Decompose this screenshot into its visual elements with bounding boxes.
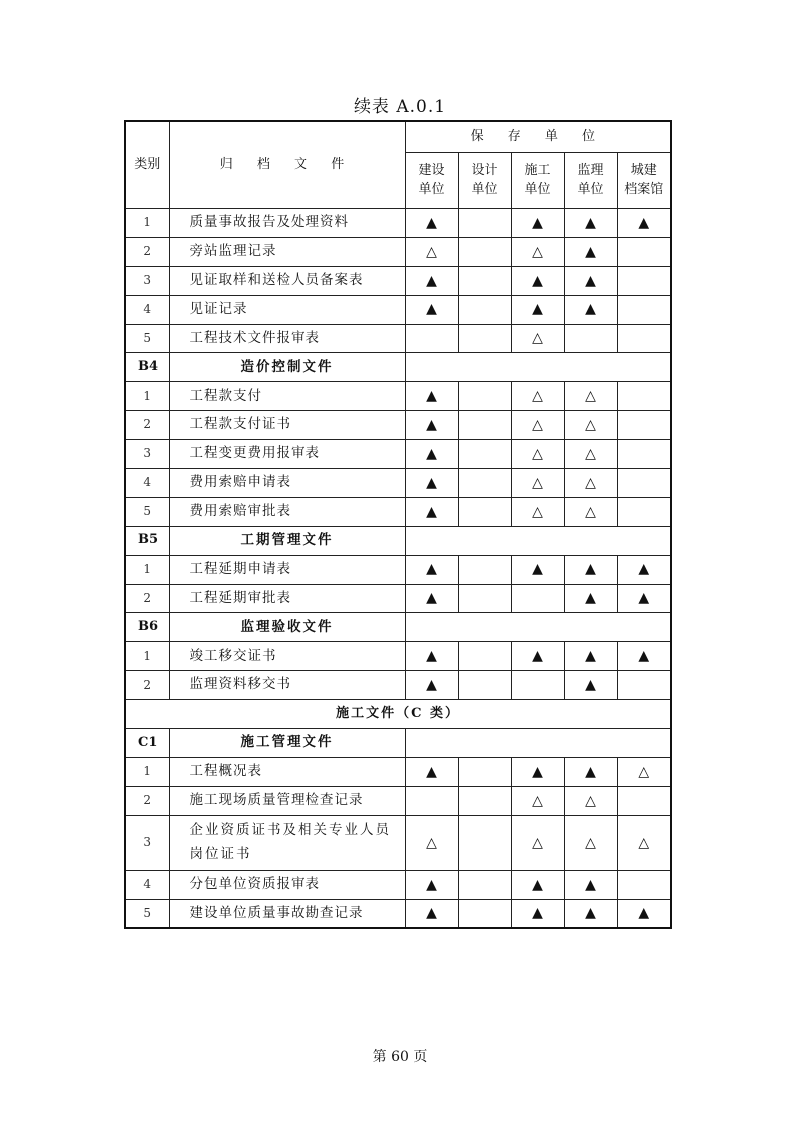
file-name: 企业资质证书及相关专业人员岗位证书 [169, 815, 405, 870]
empty-cell [458, 295, 511, 324]
empty-cell [458, 411, 511, 440]
row-number: 1 [125, 555, 169, 584]
solid-triangle-icon: ▲ [405, 555, 458, 584]
row-number: 2 [125, 584, 169, 613]
table-row [125, 440, 671, 469]
row-number: 1 [125, 209, 169, 238]
empty-cell [458, 757, 511, 786]
section-code: B5 [125, 526, 169, 555]
row-number: 2 [125, 237, 169, 266]
section-blank [405, 526, 671, 555]
row-number: 1 [125, 757, 169, 786]
row-number: 4 [125, 295, 169, 324]
empty-cell [458, 870, 511, 899]
row-number: 5 [125, 497, 169, 526]
section-name: 施工管理文件 [169, 729, 405, 758]
table-row [125, 786, 671, 815]
empty-cell [405, 324, 458, 353]
empty-cell [458, 324, 511, 353]
hollow-triangle-icon: △ [405, 237, 458, 266]
hollow-triangle-icon: △ [564, 411, 617, 440]
file-name: 工程概况表 [169, 757, 405, 786]
solid-triangle-icon: ▲ [564, 642, 617, 671]
table-row [125, 295, 671, 324]
table-row [125, 497, 671, 526]
hollow-triangle-icon: △ [511, 497, 564, 526]
section-name: 工期管理文件 [169, 526, 405, 555]
section-code: B4 [125, 353, 169, 382]
file-name: 工程款支付 [169, 382, 405, 411]
solid-triangle-icon: ▲ [564, 295, 617, 324]
empty-cell [511, 671, 564, 700]
hollow-triangle-icon: △ [511, 440, 564, 469]
file-name: 见证记录 [169, 295, 405, 324]
empty-cell [458, 555, 511, 584]
file-name: 工程款支付证书 [169, 411, 405, 440]
empty-cell [617, 266, 671, 295]
empty-cell [617, 382, 671, 411]
hollow-triangle-icon: △ [511, 815, 564, 870]
solid-triangle-icon: ▲ [617, 584, 671, 613]
file-name: 建设单位质量事故勘查记录 [169, 899, 405, 928]
hollow-triangle-icon: △ [564, 497, 617, 526]
empty-cell [617, 324, 671, 353]
hollow-triangle-icon: △ [564, 815, 617, 870]
solid-triangle-icon: ▲ [564, 555, 617, 584]
empty-cell [458, 899, 511, 928]
empty-cell [458, 671, 511, 700]
empty-cell [617, 440, 671, 469]
row-number: 2 [125, 671, 169, 700]
hollow-triangle-icon: △ [511, 237, 564, 266]
banner-title: 施工文件（C 类） [125, 700, 671, 729]
header-storage: 保 存 单 位 [405, 121, 671, 153]
empty-cell [458, 237, 511, 266]
hollow-triangle-icon: △ [564, 382, 617, 411]
table-row [125, 555, 671, 584]
solid-triangle-icon: ▲ [405, 440, 458, 469]
row-number: 1 [125, 382, 169, 411]
empty-cell [617, 295, 671, 324]
row-number: 1 [125, 642, 169, 671]
table-row [125, 642, 671, 671]
file-name: 工程技术文件报审表 [169, 324, 405, 353]
hollow-triangle-icon: △ [511, 411, 564, 440]
empty-cell [617, 497, 671, 526]
header-category: 类别 [125, 121, 169, 209]
hollow-triangle-icon: △ [617, 815, 671, 870]
empty-cell [458, 440, 511, 469]
empty-cell [617, 671, 671, 700]
hollow-triangle-icon: △ [617, 757, 671, 786]
solid-triangle-icon: ▲ [405, 899, 458, 928]
table-row [125, 266, 671, 295]
solid-triangle-icon: ▲ [564, 757, 617, 786]
solid-triangle-icon: ▲ [405, 497, 458, 526]
hollow-triangle-icon: △ [405, 815, 458, 870]
hollow-triangle-icon: △ [564, 440, 617, 469]
section-row [125, 613, 671, 642]
section-blank [405, 613, 671, 642]
file-name: 质量事故报告及处理资料 [169, 209, 405, 238]
empty-cell [458, 209, 511, 238]
row-number: 5 [125, 324, 169, 353]
file-name: 竣工移交证书 [169, 642, 405, 671]
banner-row [125, 700, 671, 729]
empty-cell [458, 815, 511, 870]
solid-triangle-icon: ▲ [405, 295, 458, 324]
empty-cell [617, 237, 671, 266]
table-row [125, 237, 671, 266]
table-row [125, 671, 671, 700]
file-name: 工程延期申请表 [169, 555, 405, 584]
header-unit-construction: 建设 单位 [405, 153, 458, 209]
table-row [125, 469, 671, 498]
file-name: 旁站监理记录 [169, 237, 405, 266]
file-name: 工程延期审批表 [169, 584, 405, 613]
solid-triangle-icon: ▲ [564, 209, 617, 238]
empty-cell [511, 584, 564, 613]
solid-triangle-icon: ▲ [405, 382, 458, 411]
solid-triangle-icon: ▲ [511, 870, 564, 899]
table-row [125, 899, 671, 928]
solid-triangle-icon: ▲ [405, 671, 458, 700]
solid-triangle-icon: ▲ [511, 295, 564, 324]
solid-triangle-icon: ▲ [617, 642, 671, 671]
row-number: 3 [125, 440, 169, 469]
empty-cell [564, 324, 617, 353]
section-blank [405, 353, 671, 382]
section-code: C1 [125, 729, 169, 758]
solid-triangle-icon: ▲ [405, 469, 458, 498]
row-number: 3 [125, 266, 169, 295]
file-name: 费用索赔申请表 [169, 469, 405, 498]
empty-cell [458, 266, 511, 295]
row-number: 2 [125, 411, 169, 440]
solid-triangle-icon: ▲ [564, 899, 617, 928]
section-name: 造价控制文件 [169, 353, 405, 382]
empty-cell [405, 786, 458, 815]
header-unit-design: 设计 单位 [458, 153, 511, 209]
solid-triangle-icon: ▲ [511, 642, 564, 671]
solid-triangle-icon: ▲ [405, 870, 458, 899]
empty-cell [458, 642, 511, 671]
table-row [125, 584, 671, 613]
archive-table [124, 120, 672, 929]
solid-triangle-icon: ▲ [617, 555, 671, 584]
table-row [125, 815, 671, 870]
solid-triangle-icon: ▲ [564, 671, 617, 700]
solid-triangle-icon: ▲ [511, 757, 564, 786]
table-row [125, 870, 671, 899]
file-name: 施工现场质量管理检查记录 [169, 786, 405, 815]
empty-cell [458, 469, 511, 498]
solid-triangle-icon: ▲ [405, 209, 458, 238]
file-name: 见证取样和送检人员备案表 [169, 266, 405, 295]
empty-cell [617, 786, 671, 815]
file-name: 费用索赔审批表 [169, 497, 405, 526]
file-name: 监理资料移交书 [169, 671, 405, 700]
section-name: 监理验收文件 [169, 613, 405, 642]
section-row [125, 729, 671, 758]
hollow-triangle-icon: △ [511, 786, 564, 815]
header-file: 归 档 文 件 [169, 121, 405, 209]
table-row [125, 209, 671, 238]
row-number: 2 [125, 786, 169, 815]
solid-triangle-icon: ▲ [405, 757, 458, 786]
hollow-triangle-icon: △ [511, 324, 564, 353]
table-row [125, 757, 671, 786]
row-number: 4 [125, 469, 169, 498]
solid-triangle-icon: ▲ [405, 584, 458, 613]
empty-cell [617, 870, 671, 899]
header-unit-archive: 城建 档案馆 [617, 153, 671, 209]
table-row [125, 411, 671, 440]
section-blank [405, 729, 671, 758]
solid-triangle-icon: ▲ [405, 266, 458, 295]
page-number: 第 60 页 [372, 1049, 428, 1065]
section-row [125, 526, 671, 555]
hollow-triangle-icon: △ [564, 786, 617, 815]
empty-cell [458, 497, 511, 526]
solid-triangle-icon: ▲ [405, 411, 458, 440]
empty-cell [458, 584, 511, 613]
solid-triangle-icon: ▲ [511, 266, 564, 295]
header-unit-supervision: 监理 单位 [564, 153, 617, 209]
solid-triangle-icon: ▲ [564, 870, 617, 899]
empty-cell [458, 382, 511, 411]
solid-triangle-icon: ▲ [511, 555, 564, 584]
table-row [125, 382, 671, 411]
hollow-triangle-icon: △ [511, 382, 564, 411]
empty-cell [617, 411, 671, 440]
solid-triangle-icon: ▲ [511, 899, 564, 928]
row-number: 3 [125, 815, 169, 870]
table-title: 续表 A.0.1 [353, 97, 447, 117]
solid-triangle-icon: ▲ [564, 237, 617, 266]
solid-triangle-icon: ▲ [511, 209, 564, 238]
hollow-triangle-icon: △ [564, 469, 617, 498]
empty-cell [617, 469, 671, 498]
solid-triangle-icon: ▲ [617, 209, 671, 238]
header-unit-builder: 施工 单位 [511, 153, 564, 209]
hollow-triangle-icon: △ [511, 469, 564, 498]
section-row [125, 353, 671, 382]
section-code: B6 [125, 613, 169, 642]
row-number: 5 [125, 899, 169, 928]
solid-triangle-icon: ▲ [617, 899, 671, 928]
file-name: 工程变更费用报审表 [169, 440, 405, 469]
file-name: 分包单位资质报审表 [169, 870, 405, 899]
solid-triangle-icon: ▲ [564, 584, 617, 613]
table-row [125, 324, 671, 353]
row-number: 4 [125, 870, 169, 899]
header-row-top [125, 121, 671, 153]
empty-cell [458, 786, 511, 815]
solid-triangle-icon: ▲ [564, 266, 617, 295]
solid-triangle-icon: ▲ [405, 642, 458, 671]
